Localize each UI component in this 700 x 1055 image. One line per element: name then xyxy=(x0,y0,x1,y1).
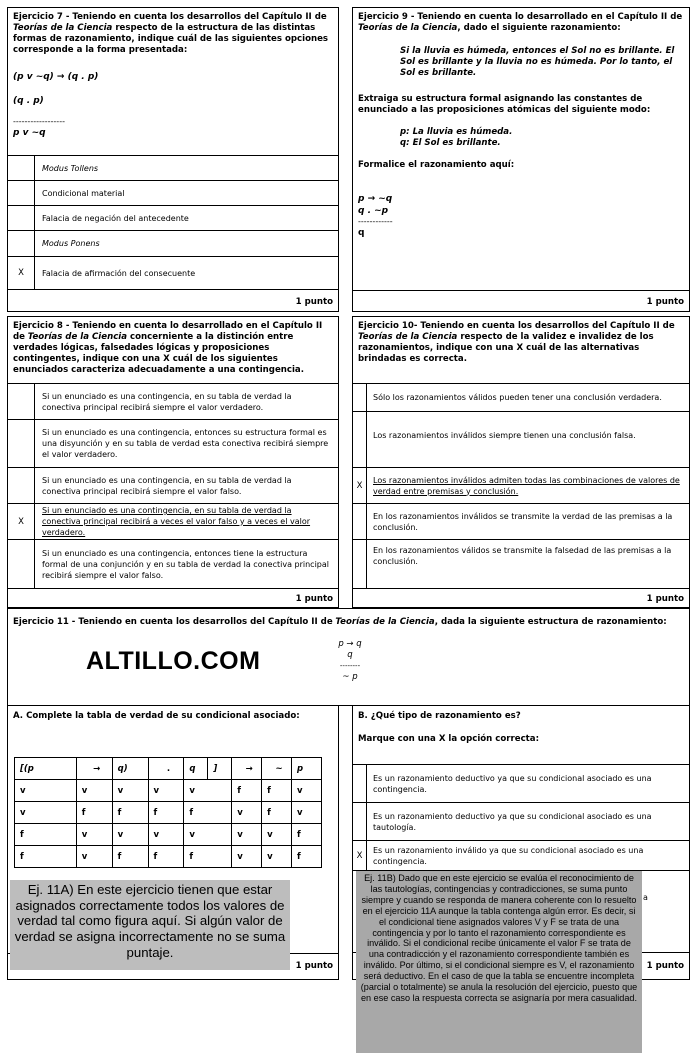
truth-table-row xyxy=(15,780,322,802)
header-cell: ] xyxy=(208,758,232,780)
option-label: Si un enunciado es una contingencia, entonces su estructura formal es una disyunción y en su tabla de verdad esta conectiva recibirá siempre el valor verdadero. xyxy=(42,428,329,459)
option-label: Falacia de negación del antecedente xyxy=(42,213,189,223)
option-label: Es un razonamiento deductivo ya que su condicional asociado es una tautología. xyxy=(373,811,652,832)
option-row[interactable] xyxy=(353,503,689,539)
answer-mark-cell[interactable] xyxy=(8,206,35,230)
answer-mark-cell[interactable] xyxy=(353,765,367,802)
truth-cell[interactable]: v xyxy=(232,824,262,846)
truth-cell[interactable]: v xyxy=(148,780,184,802)
part-a-title: A. Complete la tabla de verdad de su condicional asociado: xyxy=(13,711,300,721)
exercise-8-header: Ejercicio 8 - Teniendo en cuenta lo desarrollado en el Capítulo II de Teorías de la Ciencia concerniente a la distinción entre verdades lógicas, falsedades lógicas y proposiciones contingentes, indique con una X cuál de los siguientes enunciados caracteriza adecuadamente a una contingencia. xyxy=(13,321,323,375)
option-label: Es un razonamiento deductivo ya que su condicional asociado es una contingencia. xyxy=(373,773,652,794)
answer-mark-cell[interactable]: X xyxy=(353,468,367,503)
option-label: Si un enunciado es una contingencia, en su tabla de verdad la conectiva principal recibirá siempre el valor falso. xyxy=(42,475,292,496)
answer-mark-cell[interactable] xyxy=(353,504,367,539)
truth-cell[interactable]: f xyxy=(76,802,112,824)
truth-cell[interactable]: v xyxy=(292,780,322,802)
separator-line: ------------------ xyxy=(13,117,65,126)
answer-mark-cell[interactable] xyxy=(353,803,367,840)
arg-separator: -------- xyxy=(339,662,361,670)
option-label: En los razonamientos válidos se transmite la falsedad de las premisas a la conclusión. xyxy=(373,546,672,566)
part-b-title: B. ¿Qué tipo de razonamiento es? xyxy=(358,711,521,721)
option-label: Es un razonamiento inválido ya que su condicional asociado es una contingencia. xyxy=(373,845,644,866)
header-cell: q xyxy=(184,758,208,780)
truth-cell[interactable]: v xyxy=(76,824,112,846)
truth-table-row xyxy=(15,802,322,824)
option-row[interactable] xyxy=(353,467,689,503)
option-row[interactable] xyxy=(353,383,689,411)
formalize-label: Formalice el razonamiento aquí: xyxy=(358,160,515,170)
truth-cell[interactable]: f xyxy=(112,846,148,868)
option-label: Los razonamientos inválidos siempre tienen una conclusión falsa. xyxy=(373,431,636,440)
premise-2: (q . p) xyxy=(13,96,44,106)
exercise-7-box xyxy=(7,7,339,312)
argument-text: Si la lluvia es húmeda, entonces el Sol no es brillante. El Sol es brillante y la lluvia no es húmeda. Por lo tanto, el Sol es brillante. xyxy=(400,46,675,78)
header-cell: ~ xyxy=(262,758,292,780)
truth-cell[interactable]: v xyxy=(76,846,112,868)
truth-cell[interactable]: v xyxy=(76,780,112,802)
truth-cell[interactable]: v xyxy=(148,824,184,846)
answer-mark-cell[interactable]: X xyxy=(353,841,367,870)
truth-cell[interactable]: v xyxy=(232,802,262,824)
answer-line-1[interactable]: p → ~q xyxy=(358,194,393,204)
exercise-10-box xyxy=(352,316,690,608)
truth-table[interactable] xyxy=(14,757,322,868)
truth-cell[interactable]: f xyxy=(262,780,292,802)
option-label: Si un enunciado es una contingencia, en su tabla de verdad la conectiva principal recibirá a veces el valor falso y a veces el valor verdadero. xyxy=(42,506,311,537)
option-label: Modus Tollens xyxy=(42,163,99,173)
answer-mark-cell[interactable]: X xyxy=(8,257,35,289)
arg-line-3: ~ p xyxy=(342,672,358,682)
exercise-10-header: Ejercicio 10- Teniendo en cuenta los desarrollos del Capítulo II de Teorías de la Ciencia respecto de la validez e invalidez de los razonamientos, indique con una X cuál de las alternativas brindadas es correcta. xyxy=(358,321,675,364)
answer-mark-cell[interactable] xyxy=(8,540,35,588)
answer-mark-cell[interactable] xyxy=(8,420,35,467)
p-definition: p: La lluvia es húmeda. xyxy=(400,127,513,137)
option-label: Si un enunciado es una contingencia, entonces tiene la estructura formal de una conjunción y en su tabla de verdad la conectiva principal recibirá siempre el valor falso. xyxy=(42,548,330,580)
header-cell: q) xyxy=(112,758,148,780)
option-label: Falacia de afirmación del consecuente xyxy=(42,268,196,278)
altillo-logo: ALTILLO.COM xyxy=(86,647,261,675)
truth-cell[interactable]: f xyxy=(262,802,292,824)
answer-mark-cell[interactable]: X xyxy=(8,504,35,539)
option-label: Condicional material xyxy=(42,188,125,198)
instruction-text: Extraiga su estructura formal asignando las constantes de enunciado a las proposiciones atómicas del siguiente modo: xyxy=(358,94,651,115)
truth-cell[interactable]: v xyxy=(184,824,232,846)
option-row[interactable] xyxy=(8,467,338,503)
answer-mark-cell[interactable] xyxy=(8,156,35,180)
truth-cell[interactable]: f xyxy=(148,846,184,868)
option-row[interactable] xyxy=(8,230,338,256)
exercise-9-box xyxy=(352,7,690,312)
q-definition: q: El Sol es brillante. xyxy=(400,138,501,148)
option-row[interactable] xyxy=(8,180,338,205)
answer-mark-cell[interactable] xyxy=(8,384,35,419)
conclusion: p v ~q xyxy=(13,128,46,138)
header-cell: [(p xyxy=(15,758,77,780)
divider xyxy=(353,290,689,291)
answer-mark-cell[interactable] xyxy=(8,181,35,205)
option-row[interactable] xyxy=(8,256,338,290)
option-label: Sólo los razonamientos válidos pueden tener una conclusión verdadera. xyxy=(373,393,662,402)
answer-mark-cell[interactable] xyxy=(8,231,35,256)
argument-structure xyxy=(330,639,370,683)
option-row[interactable] xyxy=(353,764,689,802)
truth-cell[interactable]: v xyxy=(112,824,148,846)
option-label-tail: a xyxy=(643,893,648,902)
truth-cell[interactable]: f xyxy=(15,846,77,868)
truth-cell[interactable]: f xyxy=(292,846,322,868)
part-b-instruction: Marque con una X la opción correcta: xyxy=(358,734,540,744)
points-label: 1 punto xyxy=(646,297,684,307)
option-row[interactable] xyxy=(8,205,338,230)
answer-mark-cell[interactable] xyxy=(353,412,367,467)
arg-line-1: p → q xyxy=(338,639,362,649)
header-cell: → xyxy=(76,758,112,780)
option-row[interactable] xyxy=(353,411,689,467)
option-row[interactable] xyxy=(8,539,338,589)
header-cell: . xyxy=(148,758,184,780)
exercise-11-header: Ejercicio 11 - Teniendo en cuenta los desarrollos del Capítulo II de Teorías de la Ciencia, dada la siguiente estructura de razonamiento: xyxy=(13,617,667,627)
premise-1: (p v ~q) → (q . p) xyxy=(13,72,99,82)
points-label: 1 punto xyxy=(295,961,333,971)
option-label: Los razonamientos inválidos admiten todas las combinaciones de valores de verdad entre premisas y conclusión. xyxy=(373,475,680,496)
option-label: Si un enunciado es una contingencia, en su tabla de verdad la conectiva principal recibirá siempre el valor verdadero. xyxy=(42,391,292,412)
points-label: 1 punto xyxy=(295,297,333,307)
grading-note-11a: Ej. 11A) En este ejercicio tienen que estar asignados correctamente todos los valores de verdad tal como figura aquí. Si algún valor de verdad se asigna incorrectamente no se suma puntaje. xyxy=(10,880,290,970)
answer-mark-cell[interactable] xyxy=(8,468,35,503)
truth-cell[interactable]: v xyxy=(112,780,148,802)
option-label: Modus Ponens xyxy=(42,239,100,248)
option-label: En los razonamientos inválidos se transmite la verdad de las premisas a la conclusión. xyxy=(373,511,673,532)
header-cell: p xyxy=(292,758,322,780)
truth-cell[interactable]: f xyxy=(292,824,322,846)
grading-note-11b: Ej. 11B) Dado que en este ejercicio se evalúa el reconocimiento de las tautologías, contingencias y contradicciones, se suma punto siempre y cuando se responda de manera coherente con lo resuelto en el ejercicio 11A aunque la tabla contenga algún error. Es decir, si el condicional tiene asignados valores V y F se trata de una contingencia y por lo tanto el razonamiento correspondiente es inválido. Si el condicional recibe únicamente el valor F se trata de una contradicción y el razonamiento correspondiente también es inválido. Por último, si el condicional siempre es V, el razonamiento será deductivo. En el caso de que la tabla se encuentre incompleta (parcial o totalmente) se anula la resolución del ejercicio, puesto que en ese caso la respuesta correcta se asignaría por mera casualidad. xyxy=(356,871,642,1053)
truth-cell[interactable]: v xyxy=(15,802,77,824)
option-row[interactable] xyxy=(8,503,338,539)
truth-cell[interactable]: f xyxy=(148,802,184,824)
option-row[interactable] xyxy=(353,802,689,840)
exercise-11-box xyxy=(7,608,690,706)
answer-separator: ------------ xyxy=(358,217,393,226)
truth-cell[interactable]: v xyxy=(262,824,292,846)
truth-table-header xyxy=(15,758,322,780)
points-label: 1 punto xyxy=(646,594,684,604)
truth-cell[interactable]: v xyxy=(292,802,322,824)
truth-cell[interactable]: f xyxy=(15,824,77,846)
answer-line-2[interactable]: q . ~p xyxy=(358,206,389,216)
answer-mark-cell[interactable] xyxy=(353,540,367,588)
points-label: 1 punto xyxy=(646,961,684,971)
exercise-7-header: Ejercicio 7 - Teniendo en cuenta los desarrollos del Capítulo II de Teorías de la Ciencia respecto de la estructura de las distintas formas de razonamiento, indique cuál de las siguientes opciones corresponde a la forma presentada: xyxy=(13,12,329,55)
points-label: 1 punto xyxy=(295,594,333,604)
truth-cell[interactable]: f xyxy=(112,802,148,824)
truth-cell[interactable]: f xyxy=(232,780,262,802)
arg-line-2: q xyxy=(347,650,353,660)
truth-table-row xyxy=(15,824,322,846)
option-row[interactable] xyxy=(353,539,689,589)
truth-cell[interactable]: f xyxy=(184,846,232,868)
truth-cell[interactable]: v xyxy=(184,780,232,802)
option-row[interactable] xyxy=(353,840,689,870)
exercise-9-header: Ejercicio 9 - Teniendo en cuenta lo desarrollado en el Capítulo II de Teorías de la Ciencia, dado el siguiente razonamiento: xyxy=(358,12,683,33)
truth-cell[interactable]: v xyxy=(232,846,262,868)
truth-cell[interactable]: v xyxy=(15,780,77,802)
truth-cell[interactable]: v xyxy=(262,846,292,868)
exercise-8-box xyxy=(7,316,339,608)
answer-line-3[interactable]: q xyxy=(358,228,365,238)
truth-table-row xyxy=(15,846,322,868)
header-cell: → xyxy=(232,758,262,780)
option-row[interactable] xyxy=(8,419,338,467)
option-row[interactable] xyxy=(8,155,338,180)
option-row[interactable] xyxy=(8,383,338,419)
truth-cell[interactable]: f xyxy=(184,802,232,824)
answer-mark-cell[interactable] xyxy=(353,384,367,411)
